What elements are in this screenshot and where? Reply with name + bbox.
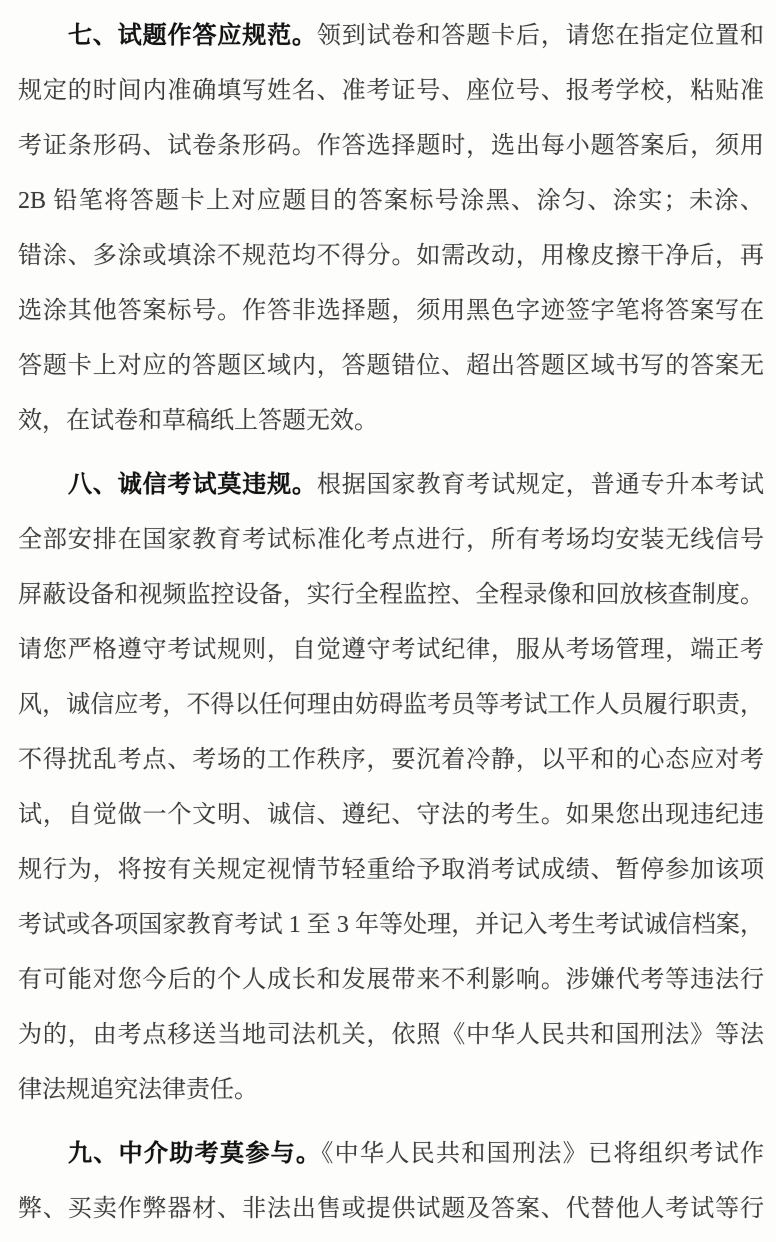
paragraph-lead-text: 根据国家教育考试规定，普通专升本考试 <box>316 472 764 498</box>
text-line: 不得扰乱考点、考场的工作秩序，要沉着冷静，以平和的心态应对考 <box>18 747 764 773</box>
paragraph-heading: 八、诚信考试莫违规。 <box>68 472 317 498</box>
text-line: 全部安排在国家教育考试标准化考点进行，所有考场均安装无线信号 <box>18 527 764 553</box>
paragraph-lead-text: 《中华人民共和国刑法》已将组织考试作 <box>321 1141 764 1167</box>
text-line: 考证条形码、试卷条形码。作答选择题时，选出每小题答案后，须用 <box>18 133 764 159</box>
text-line: 弊、买卖作弊器材、非法出售或提供试题及答案、代替他人考试等行 <box>18 1196 764 1222</box>
text-line: 律法规追究法律责任。 <box>18 1077 258 1103</box>
text-line: 错涂、多涂或填涂不规范均不得分。如需改动，用橡皮擦干净后，再 <box>18 243 764 269</box>
paragraph-8-integrity-rules <box>18 458 764 1118</box>
text-line: 2B 铅笔将答题卡上对应题目的答案标号涂黑、涂匀、涂实；未涂、 <box>18 188 764 214</box>
text-line <box>18 458 764 513</box>
paragraph-heading: 七、试题作答应规范。 <box>68 23 317 49</box>
text-line: 选涂其他答案标号。作答非选择题，须用黑色字迹签字笔将答案写在 <box>18 298 764 324</box>
text-line: 效，在试卷和草稿纸上答题无效。 <box>18 408 378 434</box>
text-line: 有可能对您今后的个人成长和发展带来不利影响。涉嫌代考等违法行 <box>18 967 764 993</box>
text-line: 考试或各项国家教育考试 1 至 3 年等处理，并记入考生考试诚信档案， <box>18 912 764 938</box>
text-line: 规定的时间内准确填写姓名、准考证号、座位号、报考学校，粘贴准 <box>18 78 764 104</box>
text-line: 规行为，将按有关规定视情节轻重给予取消考试成绩、暂停参加该项 <box>18 857 764 883</box>
text-line <box>18 9 764 64</box>
text-line: 答题卡上对应的答题区域内，答题错位、超出答题区域书写的答案无 <box>18 353 764 379</box>
text-line: 试，自觉做一个文明、诚信、遵纪、守法的考生。如果您出现违纪违 <box>18 802 764 828</box>
paragraph-heading: 九、中介助考莫参与。 <box>68 1141 322 1167</box>
text-line: 屏蔽设备和视频监控设备，实行全程监控、全程录像和回放核查制度。 <box>18 582 764 608</box>
paragraph-lead-text: 领到试卷和答题卡后，请您在指定位置和 <box>316 23 764 49</box>
text-line <box>18 1127 764 1182</box>
text-line: 为的，由考点移送当地司法机关，依照《中华人民共和国刑法》等法 <box>18 1022 764 1048</box>
text-line: 请您严格遵守考试规则，自觉遵守考试纪律，服从考场管理，端正考 <box>18 637 764 663</box>
text-line: 风，诚信应考，不得以任何理由妨碍监考员等考试工作人员履行职责， <box>18 692 764 718</box>
paragraph-7-answering-rules <box>18 9 764 449</box>
paragraph-9-no-cheating-services <box>18 1127 764 1237</box>
